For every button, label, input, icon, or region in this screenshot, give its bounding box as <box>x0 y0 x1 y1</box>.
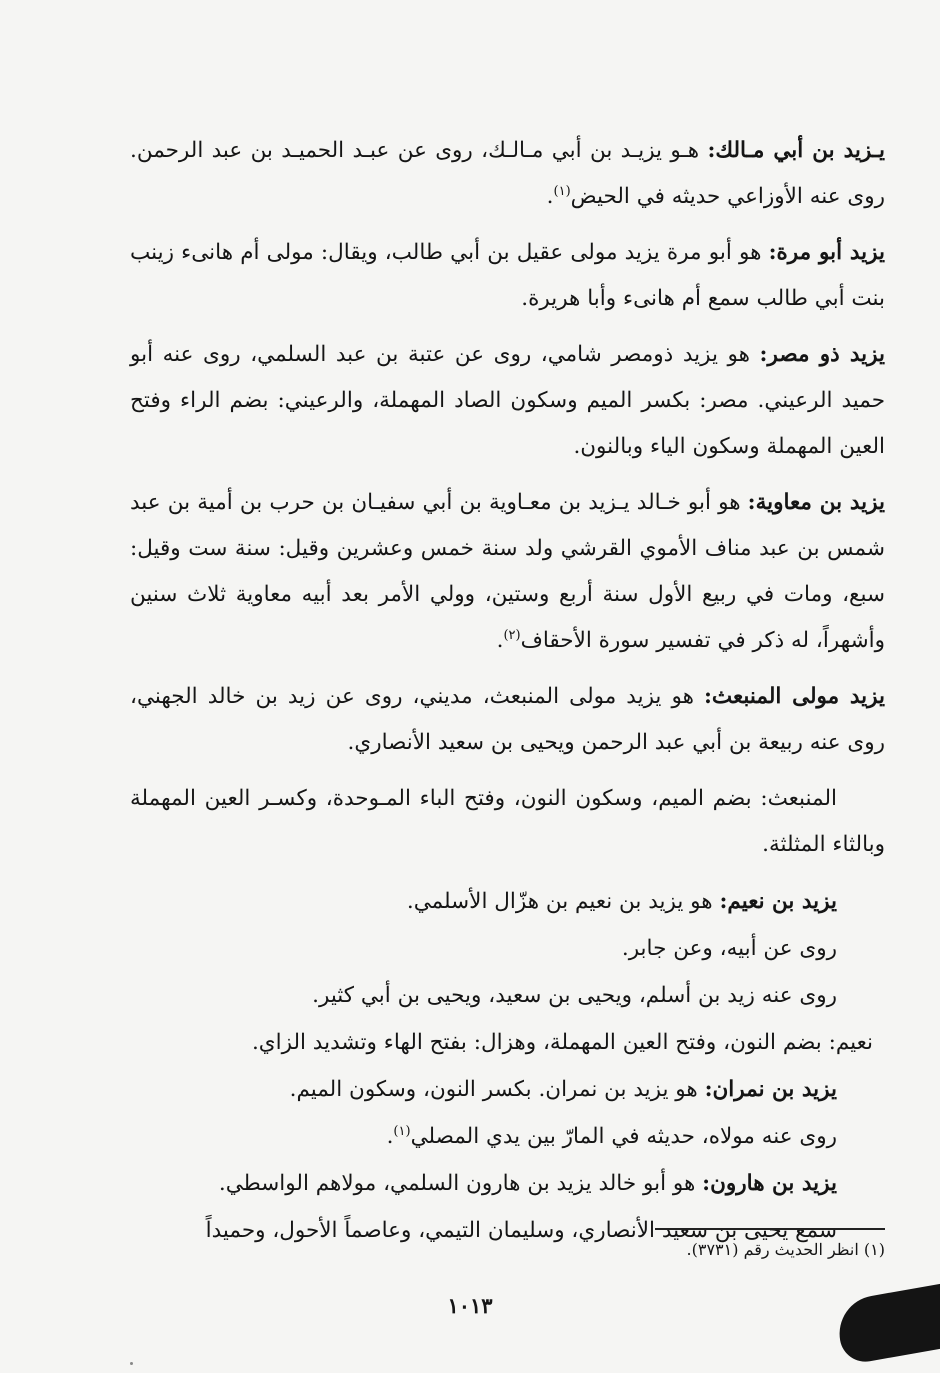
entry-text: هو أبو خـالد يـزيد بن معـاوية بن أبي سفيـان بن حرب بن أمية بن عبد شمس بن عبد مناف الأموي القرشي ولد سنة خمس وعشرين وقيل: سنة ست وقيل: سبع، ومات في ربيع الأول سنة أربع وستين، وولي الأمر بعد أبيه معاوية ثلاث سنين وأشهراً، له ذكر في تفسير سورة الأحقاف <box>130 490 885 653</box>
entry-yazid-ibn-abi-malik <box>130 128 885 220</box>
entry-tail: . <box>386 1124 394 1149</box>
entry-text: روى عنه مولاه، حديثه في المارّ بين يدي المصلي <box>410 1124 837 1149</box>
entry-head: يزيد مولى المنبعث: <box>704 684 885 709</box>
entry-text: هو يزيد بن نعيم بن هزّال الأسلمي. <box>406 889 720 914</box>
footnote: (١) انظر الحديث رقم (٣٧٣١). <box>686 1240 885 1259</box>
entry-tail: . <box>496 628 504 653</box>
entry-text: روى عنه زيد بن أسلم، ويحيى بن سعيد، ويحيى بن أبي كثير. <box>312 983 837 1008</box>
footnote-ref[interactable]: (١) <box>393 1123 411 1139</box>
entry-text: هو أبو خالد يزيد بن هارون السلمي، مولاهم الواسطي. <box>218 1171 703 1196</box>
page-body <box>130 128 885 1254</box>
entry-tail: . <box>546 184 554 209</box>
scan-speck <box>130 1362 133 1365</box>
entry-head: يـزيد بن أبي مـالك: <box>707 138 885 163</box>
line-yazid-ibn-harun <box>130 1160 885 1207</box>
entry-text: روى عن أبيه، وعن جابر. <box>621 936 837 961</box>
entry-yazid-abu-murra <box>130 230 885 322</box>
entry-head: يزيد بن معاوية: <box>747 490 885 515</box>
entry-text: هو أبو مرة يزيد مولى عقيل بن أبي طالب، ويقال: مولى أم هانىء زينب بنت أبي طالب سمع أم هانىء وأبا هريرة. <box>130 240 885 311</box>
entry-yazid-ibn-muawiya <box>130 480 885 664</box>
note-al-munbaith: المنبعث: بضم الميم، وسكون النون، وفتح الباء المـوحدة، وكسـر العين المهملة وبالثاء المثلثة. <box>130 786 885 857</box>
line-narrated-by <box>130 972 885 1019</box>
entry-yazid-mawla-al-munbaith <box>130 674 885 766</box>
entry-yazid-dhu-misr <box>130 332 885 470</box>
entry-text: نعيم: بضم النون، وفتح العين المهملة، وهزال: بفتح الهاء وتشديد الزاي. <box>251 1030 873 1055</box>
footnote-divider <box>655 1228 885 1230</box>
entry-text: سمع يحيى بن سعيد الأنصاري، وسليمان التيمي، وعاصماً الأحول، وحميداً <box>205 1218 837 1243</box>
page-number: ١٠١٣ <box>447 1293 493 1318</box>
line-narrated-from <box>130 925 885 972</box>
entry-head: يزيد بن نمران: <box>704 1077 837 1102</box>
entry-head: يزيد بن هارون: <box>702 1171 837 1196</box>
line-yazid-ibn-nuaym <box>130 878 885 925</box>
entry-text: هو يزيد ذومصر شامي، روى عن عتبة بن عبد السلمي، روى عنه أبو حميد الرعيني. مصر: بكسر الميم وسكون الصاد المهملة، والرعيني: بضم الراء وفتح العين المهملة وسكون الياء وبالنون. <box>130 342 885 459</box>
entry-head: يزيد بن نعيم: <box>719 889 837 914</box>
entry-text: هو يزيد مولى المنبعث، مديني، روى عن زيد بن خالد الجهني، روى عنه ربيعة بن أبي عبد الرحمن ويحيى بن سعيد الأنصاري. <box>130 684 885 755</box>
line-yazid-ibn-nimran <box>130 1066 885 1113</box>
entry-text: هو يزيد بن نمران. بكسر النون، وسكون الميم. <box>289 1077 705 1102</box>
entry-head: يزيد أبو مرة: <box>768 240 885 265</box>
line-nuaym-spelling <box>130 1019 885 1066</box>
line-narrated-by-mawla <box>130 1113 885 1160</box>
entry-head: يزيد ذو مصر: <box>759 342 885 367</box>
entry-text: هـو يزيـد بن أبي مـالـك، روى عن عبـد الحميـد بن عبد الرحمن. روى عنه الأوزاعي حديثه في الحيض <box>130 138 885 209</box>
footnote-ref[interactable]: (٢) <box>503 627 521 643</box>
footnote-ref[interactable]: (١) <box>553 183 571 199</box>
scan-edge-shadow <box>834 1278 940 1365</box>
